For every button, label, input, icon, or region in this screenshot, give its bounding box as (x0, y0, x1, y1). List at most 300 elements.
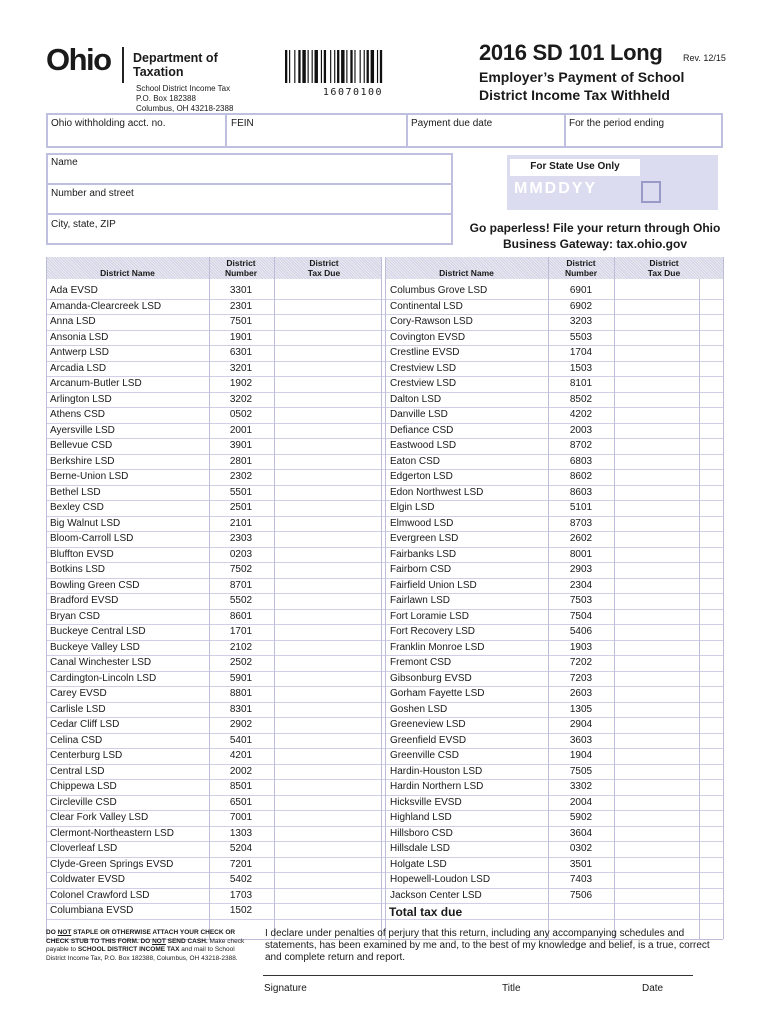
tax-due-input[interactable] (615, 548, 723, 563)
city-state-zip-field[interactable]: City, state, ZIP (51, 219, 116, 230)
header-district-number (209, 258, 273, 278)
tax-due-input[interactable] (275, 393, 381, 408)
district-number: 0203 (229, 548, 253, 560)
district-name: Edgerton LSD (390, 471, 453, 482)
instruction-text: Make check payable to (46, 937, 245, 953)
tax-due-input[interactable] (275, 827, 381, 842)
district-name: Arcanum-Butler LSD (50, 378, 142, 389)
district-number: 1503 (569, 362, 593, 374)
district-name: Cloverleaf LSD (50, 843, 118, 854)
district-number: 1701 (229, 626, 253, 637)
district-name: Cardington-Lincoln LSD (50, 672, 157, 684)
district-number: 1901 (229, 331, 253, 343)
district-name: Dalton LSD (390, 393, 442, 405)
district-number: 7203 (569, 672, 593, 684)
header-text: District (309, 258, 339, 268)
barcode (285, 50, 421, 83)
district-number: 7501 (229, 316, 253, 327)
district-name: Colonel Crawford LSD (50, 889, 150, 901)
tax-due-input[interactable] (615, 780, 723, 795)
tax-due-input[interactable] (615, 346, 723, 361)
tax-due-input[interactable] (615, 408, 723, 423)
state-use-title: For State Use Only (530, 161, 620, 172)
header-district-number (548, 258, 614, 278)
district-name: Fairlawn LSD (390, 595, 451, 606)
tax-due-input[interactable] (615, 811, 723, 826)
name-field[interactable]: Name (51, 157, 78, 168)
district-name: Ada EVSD (50, 285, 98, 296)
district-name: Crestview LSD (390, 378, 457, 389)
district-number: 3301 (229, 285, 253, 296)
column-divider (614, 257, 615, 939)
district-name: Carlisle LSD (50, 703, 106, 715)
district-name: Bowling Green CSD (50, 579, 140, 591)
district-name: Fairfield Union LSD (390, 579, 477, 591)
tax-due-input[interactable] (615, 315, 723, 330)
barcode-bar (354, 50, 355, 83)
district-number: 3604 (569, 827, 593, 839)
district-name: Berkshire LSD (50, 455, 115, 467)
column-divider (274, 257, 275, 939)
tax-due-input[interactable] (275, 470, 381, 485)
payment-due-date-field[interactable]: Payment due date (411, 118, 493, 129)
barcode-bar (380, 50, 382, 83)
column-divider (699, 279, 700, 939)
district-number: 8501 (229, 781, 253, 792)
district-name: Gorham Fayette LSD (390, 688, 485, 699)
barcode-bar (324, 50, 326, 83)
district-name: Bellevue CSD (50, 440, 113, 451)
field-divider (225, 113, 227, 148)
tax-due-input[interactable] (615, 827, 723, 842)
district-name: Ansonia LSD (50, 331, 109, 343)
district-number: 8001 (569, 548, 593, 560)
district-number: 2001 (229, 424, 253, 436)
form-subtitle (479, 68, 684, 104)
tax-due-input[interactable] (615, 796, 723, 811)
district-name: Fort Recovery LSD (390, 626, 476, 637)
district-name: Gibsonburg EVSD (390, 672, 472, 684)
district-number: 2502 (229, 657, 253, 668)
district-name: Arcadia LSD (50, 362, 107, 374)
district-name: Covington EVSD (390, 331, 466, 343)
district-name: Franklin Monroe LSD (390, 641, 485, 653)
district-number: 3202 (229, 393, 253, 405)
tax-due-input[interactable] (615, 501, 723, 516)
district-name: Crestview LSD (390, 362, 457, 374)
tax-due-input[interactable] (615, 532, 723, 547)
tax-due-input[interactable] (615, 594, 723, 609)
tax-due-input[interactable] (275, 486, 381, 501)
form-title: 2016 SD 101 Long (479, 40, 663, 65)
instruction-text: STAPLE OR OTHERWISE ATTACH YOUR CHECK OR CHECK STUB TO THIS FORM. DO (46, 929, 236, 945)
tax-due-input[interactable] (615, 393, 723, 408)
tax-due-input[interactable] (615, 470, 723, 485)
district-number: 8601 (229, 610, 253, 622)
district-name: Coldwater EVSD (50, 874, 126, 885)
tax-due-input[interactable] (275, 315, 381, 330)
header-district-name: District Name (100, 268, 155, 278)
street-field[interactable]: Number and street (51, 188, 134, 199)
district-name: Bexley CSD (50, 502, 104, 513)
district-name: Amanda-Clearcreek LSD (50, 300, 162, 312)
date-label[interactable]: Date (642, 983, 664, 994)
district-name: Evergreen LSD (390, 533, 459, 544)
district-name: Bluffton EVSD (50, 548, 114, 560)
perjury-declaration: I declare under penalties of perjury that this return, including any accompanying schedules and statements, has been examined by me and, to the best of my knowledge and belief, is a true, correct and complete return and report. (265, 928, 710, 963)
address-line-2: P.O. Box 182388 (136, 94, 196, 103)
barcode-bar (364, 50, 365, 83)
withholding-account-field[interactable]: Ohio withholding acct. no. (51, 118, 166, 129)
barcode-number: 16070100 (322, 87, 384, 98)
district-name: Buckeye Central LSD (50, 626, 146, 637)
district-name: Anna LSD (50, 316, 96, 327)
header-text: District (566, 258, 596, 268)
tax-due-input[interactable] (615, 873, 723, 888)
instruction-text: and mail to School District Income Tax, P.O. Box 182388, Columbus, OH 43218-2388. (46, 946, 238, 962)
tax-due-input[interactable] (275, 811, 381, 826)
column-divider (46, 257, 47, 939)
district-number: 8603 (569, 486, 593, 498)
address-line-3: Columbus, OH 43218-2388 (136, 104, 234, 113)
barcode-bar (298, 50, 300, 83)
address-line-1: School District Income Tax (136, 84, 231, 93)
district-name: Elmwood LSD (390, 517, 454, 529)
district-name: Buckeye Valley LSD (50, 641, 140, 653)
period-ending-field[interactable]: For the period ending (569, 118, 665, 129)
tax-due-input[interactable] (275, 594, 381, 609)
district-name: Hillsdale LSD (390, 843, 451, 854)
district-name: Danville LSD (390, 409, 448, 420)
district-name: Big Walnut LSD (50, 517, 121, 529)
district-number: 5101 (569, 502, 593, 513)
district-number: 8502 (569, 393, 593, 405)
district-name: Fort Loramie LSD (390, 610, 469, 622)
tax-due-input[interactable] (615, 718, 723, 733)
district-name: Cory-Rawson LSD (390, 316, 473, 327)
header-district-tax-due (274, 258, 374, 278)
barcode-bar (334, 50, 335, 83)
tax-due-input[interactable] (275, 501, 381, 516)
tax-due-input[interactable] (275, 904, 381, 919)
header-text: Number (564, 268, 598, 278)
district-number: 2003 (569, 424, 593, 436)
district-number: 2602 (569, 533, 593, 544)
tax-due-input[interactable] (615, 331, 723, 346)
date-mask: MMDDYY (514, 180, 598, 197)
tax-due-input[interactable] (275, 548, 381, 563)
district-number: 2004 (569, 796, 593, 808)
header-text: Number (224, 268, 258, 278)
tax-due-input[interactable] (615, 842, 723, 857)
barcode-bar (285, 50, 287, 83)
district-number: 3603 (569, 734, 593, 746)
barcode-bar (312, 50, 313, 83)
district-name: Bloom-Carroll LSD (50, 533, 134, 544)
signature-line (263, 975, 693, 976)
barcode-bar (315, 50, 318, 83)
district-name: Cedar Cliff LSD (50, 719, 120, 730)
district-name: Hopewell-Loudon LSD (390, 874, 491, 885)
column-divider (381, 257, 382, 939)
field-divider (406, 113, 408, 148)
district-number: 6902 (569, 300, 593, 312)
district-name: Hardin-Houston LSD (390, 765, 483, 777)
barcode-bar (360, 50, 361, 83)
tax-due-input[interactable] (275, 377, 381, 392)
state-use-checkbox (641, 181, 661, 203)
tax-due-input[interactable] (615, 610, 723, 625)
district-number: 5406 (569, 626, 593, 637)
tax-due-input[interactable] (615, 563, 723, 578)
tax-due-input[interactable] (615, 517, 723, 532)
tax-due-input[interactable] (615, 579, 723, 594)
district-name: Bryan CSD (50, 610, 101, 622)
district-number: 3901 (229, 440, 253, 451)
total-tax-due-label: Total tax due (389, 905, 463, 919)
district-number: 5503 (569, 331, 593, 343)
tax-due-input[interactable] (615, 300, 723, 315)
tax-due-input[interactable] (275, 718, 381, 733)
district-number: 1904 (569, 750, 593, 761)
district-number: 2304 (569, 579, 593, 591)
tax-due-input[interactable] (615, 672, 723, 687)
tax-due-input[interactable] (275, 532, 381, 547)
district-name: Clyde-Green Springs EVSD (50, 858, 174, 870)
tax-due-input[interactable] (615, 858, 723, 873)
instruction-text: DO (46, 929, 58, 936)
tax-due-input[interactable] (615, 424, 723, 439)
district-name: Hicksville EVSD (390, 796, 462, 808)
district-number: 5502 (229, 595, 253, 606)
mailing-address (136, 84, 233, 114)
mailing-instructions (46, 929, 256, 963)
district-number: 2302 (229, 471, 253, 482)
district-number: 1703 (229, 889, 253, 901)
district-number: 3201 (229, 362, 253, 374)
district-number: 8801 (229, 688, 253, 699)
district-number: 2303 (229, 533, 253, 544)
header-text: Tax Due (647, 268, 681, 278)
column-divider (548, 257, 549, 939)
subtitle-line-2: District Income Tax Withheld (479, 87, 670, 103)
district-number: 2902 (229, 719, 253, 730)
district-name: Highland LSD (390, 812, 452, 823)
district-name: Greenville CSD (390, 750, 459, 761)
district-name: Canal Winchester LSD (50, 657, 152, 668)
tax-due-input[interactable] (275, 346, 381, 361)
district-name: Crestline EVSD (390, 347, 460, 358)
title-label[interactable]: Title (502, 983, 521, 994)
tax-due-input[interactable] (275, 858, 381, 873)
instruction-text: NOT (152, 937, 166, 945)
district-number: 5401 (229, 734, 253, 746)
header-text: District (649, 258, 679, 268)
tax-due-input[interactable] (275, 687, 381, 702)
district-name: Jackson Center LSD (390, 889, 482, 901)
signature-label[interactable]: Signature (264, 983, 307, 994)
district-number: 0502 (229, 409, 253, 420)
district-name: Athens CSD (50, 409, 106, 420)
barcode-bar (308, 50, 309, 83)
district-number: 6501 (229, 796, 253, 808)
district-number: 4202 (569, 409, 593, 420)
fein-field[interactable]: FEIN (231, 118, 254, 129)
district-name: Arlington LSD (50, 393, 112, 405)
district-number: 1502 (229, 905, 253, 916)
tax-due-input[interactable] (275, 408, 381, 423)
tax-due-input[interactable] (615, 439, 723, 454)
tax-due-input[interactable] (275, 641, 381, 656)
district-number: 7503 (569, 595, 593, 606)
district-number: 7001 (229, 812, 253, 823)
district-name: Greeneview LSD (390, 719, 466, 730)
district-name: Circleville CSD (50, 796, 117, 808)
district-name: Fairborn CSD (390, 564, 452, 575)
tax-due-input[interactable] (275, 455, 381, 470)
tax-due-input[interactable] (275, 749, 381, 764)
district-name: Fremont CSD (390, 657, 452, 668)
district-name: Continental LSD (390, 300, 463, 312)
district-name: Antwerp LSD (50, 347, 109, 358)
district-name: Columbus Grove LSD (390, 285, 488, 296)
district-name: Ayersville LSD (50, 424, 115, 436)
district-number: 2801 (229, 455, 253, 467)
district-number: 1902 (229, 378, 253, 389)
tax-due-input[interactable] (615, 765, 723, 780)
barcode-bar (302, 50, 305, 83)
tax-due-input[interactable] (615, 641, 723, 656)
tax-due-input[interactable] (275, 889, 381, 904)
district-number: 2002 (229, 765, 253, 777)
subtitle-line-1: Employer’s Payment of School (479, 69, 685, 85)
district-name: Celina CSD (50, 734, 103, 746)
tax-due-input[interactable] (275, 796, 381, 811)
field-divider (46, 213, 453, 215)
district-number: 1303 (229, 827, 253, 839)
department-name (133, 51, 218, 79)
district-name: Carey EVSD (50, 688, 107, 699)
district-number: 8703 (569, 517, 593, 529)
district-name: Bradford EVSD (50, 595, 119, 606)
district-number: 8602 (569, 471, 593, 482)
district-number: 7506 (569, 889, 593, 901)
district-number: 5402 (229, 874, 253, 885)
district-number: 1305 (569, 703, 593, 715)
district-number: 5501 (229, 486, 253, 498)
district-number: 7504 (569, 610, 593, 622)
tax-due-input[interactable] (275, 873, 381, 888)
tax-due-input[interactable] (615, 749, 723, 764)
district-number: 3501 (569, 858, 593, 870)
tax-due-input[interactable] (615, 734, 723, 749)
tax-due-input[interactable] (615, 889, 723, 904)
taxpayer-info-box (46, 153, 453, 245)
district-name: Edon Northwest LSD (390, 486, 484, 498)
district-name: Hillsboro CSD (390, 827, 453, 839)
tax-due-input[interactable] (615, 377, 723, 392)
district-number: 5902 (569, 812, 593, 823)
tax-due-input[interactable] (275, 439, 381, 454)
revision-date: Rev. 12/15 (683, 53, 726, 63)
field-divider (564, 113, 566, 148)
barcode-bar (341, 50, 344, 83)
tax-due-input[interactable] (275, 656, 381, 671)
district-number: 8101 (569, 378, 593, 389)
tax-due-input[interactable] (275, 672, 381, 687)
district-number: 2101 (229, 517, 253, 529)
district-number: 6803 (569, 455, 593, 467)
tax-due-input[interactable] (615, 486, 723, 501)
instruction-text: NOT (57, 929, 72, 936)
district-name: Eaton CSD (390, 455, 441, 467)
tax-due-input[interactable] (275, 734, 381, 749)
tax-due-input[interactable] (275, 780, 381, 795)
tax-due-input[interactable] (275, 362, 381, 377)
tax-due-input[interactable] (615, 362, 723, 377)
column-divider (723, 257, 724, 939)
tax-due-input[interactable] (275, 517, 381, 532)
tax-due-input[interactable] (275, 842, 381, 857)
tax-due-input[interactable] (615, 703, 723, 718)
tax-due-input[interactable] (275, 300, 381, 315)
district-number: 7505 (569, 765, 593, 777)
district-name: Clear Fork Valley LSD (50, 812, 149, 823)
logo-divider (122, 47, 124, 83)
paperless-line-2: Business Gateway: tax.ohio.gov (502, 237, 688, 251)
district-name: Chippewa LSD (50, 781, 117, 792)
district-name: Eastwood LSD (390, 440, 457, 451)
district-name: Berne-Union LSD (50, 471, 129, 482)
district-name: Bethel LSD (50, 486, 101, 498)
tax-due-input[interactable] (275, 331, 381, 346)
district-number: 3203 (569, 316, 593, 327)
tax-due-input[interactable] (275, 703, 381, 718)
barcode-bar (337, 50, 339, 83)
district-name: Goshen LSD (390, 703, 448, 715)
tax-due-input[interactable] (615, 455, 723, 470)
tax-due-input[interactable] (615, 284, 723, 299)
district-number: 2904 (569, 719, 593, 730)
district-number: 8301 (229, 703, 253, 715)
tax-due-input[interactable] (275, 284, 381, 299)
district-name: Greenfield EVSD (390, 734, 467, 746)
tax-due-input[interactable] (615, 656, 723, 671)
district-number: 6901 (569, 285, 593, 296)
district-number: 2603 (569, 688, 593, 699)
tax-due-input[interactable] (275, 424, 381, 439)
tax-due-input[interactable] (275, 625, 381, 640)
barcode-bar (346, 50, 347, 83)
column-divider (209, 257, 210, 939)
instruction-text: SCHOOL DISTRICT INCOME TAX (77, 946, 180, 953)
tax-due-input[interactable] (615, 625, 723, 640)
header-district-tax-due (614, 258, 714, 278)
tax-due-input[interactable] (275, 579, 381, 594)
district-number: 0302 (569, 843, 593, 854)
tax-due-input[interactable] (615, 687, 723, 702)
district-number: 4201 (229, 750, 253, 761)
tax-due-input[interactable] (275, 610, 381, 625)
district-number: 1704 (569, 347, 593, 358)
district-number: 1903 (569, 641, 593, 653)
barcode-bar (289, 50, 290, 83)
tax-due-input[interactable] (275, 563, 381, 578)
tax-due-input[interactable] (275, 765, 381, 780)
district-name: Botkins LSD (50, 564, 106, 575)
district-name: Elgin LSD (390, 502, 435, 513)
district-number: 8701 (229, 579, 253, 591)
